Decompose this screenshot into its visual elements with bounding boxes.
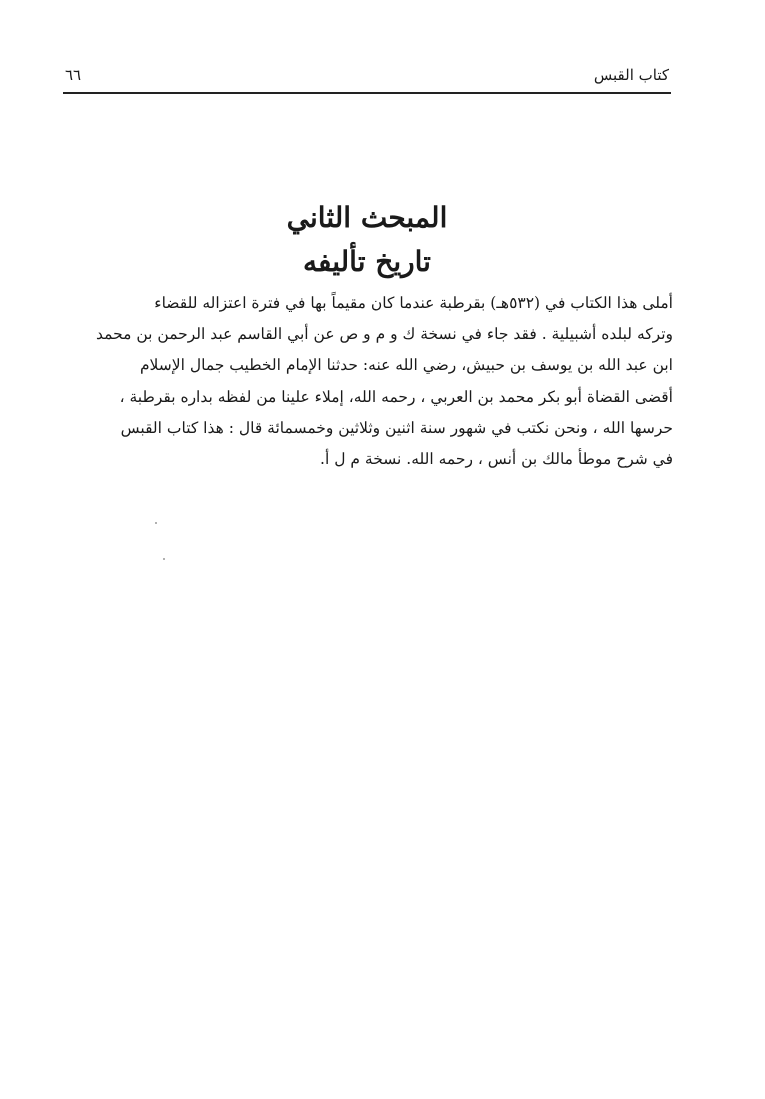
body-line: في شرح موطأ مالك بن أنس ، رحمه الله. نسخة م ل أ. [320,450,673,469]
body-line: حرسها الله ، ونحن نكتب في شهور سنة اثنين وثلاثين وخمسمائة قال : هذا كتاب القبس [120,418,673,437]
chapter-headings [63,196,671,284]
page-number: ٦٦ [65,66,82,84]
running-book-title: كتاب القبس [593,66,669,84]
body-paragraph [63,288,673,475]
scan-speck [163,558,165,560]
subsection-heading: تاريخ تأليفه [303,245,431,278]
section-heading: المبحث الثاني [286,201,448,234]
body-line: أملى هذا الكتاب في (٥٣٢هـ) بقرطبة عندما كان مقيماً بها في فترة اعتزاله للقضاء [154,294,673,312]
page-header [63,58,671,94]
body-line: ابن عبد الله بن يوسف بن حبيش، رضي الله عنه: حدثنا الإمام الخطيب جمال الإسلام [139,356,673,375]
body-line: أقضى القضاة أبو بكر محمد بن العربي ، رحمه الله، إملاء علينا من لفظه بداره بقرطبة ، [119,387,673,406]
scan-speck [155,522,157,524]
body-line: وتركه لبلده أشبيلية . فقد جاء في نسخة ك و م و ص عن أبي القاسم عبد الرحمن بن محمد [96,325,673,344]
